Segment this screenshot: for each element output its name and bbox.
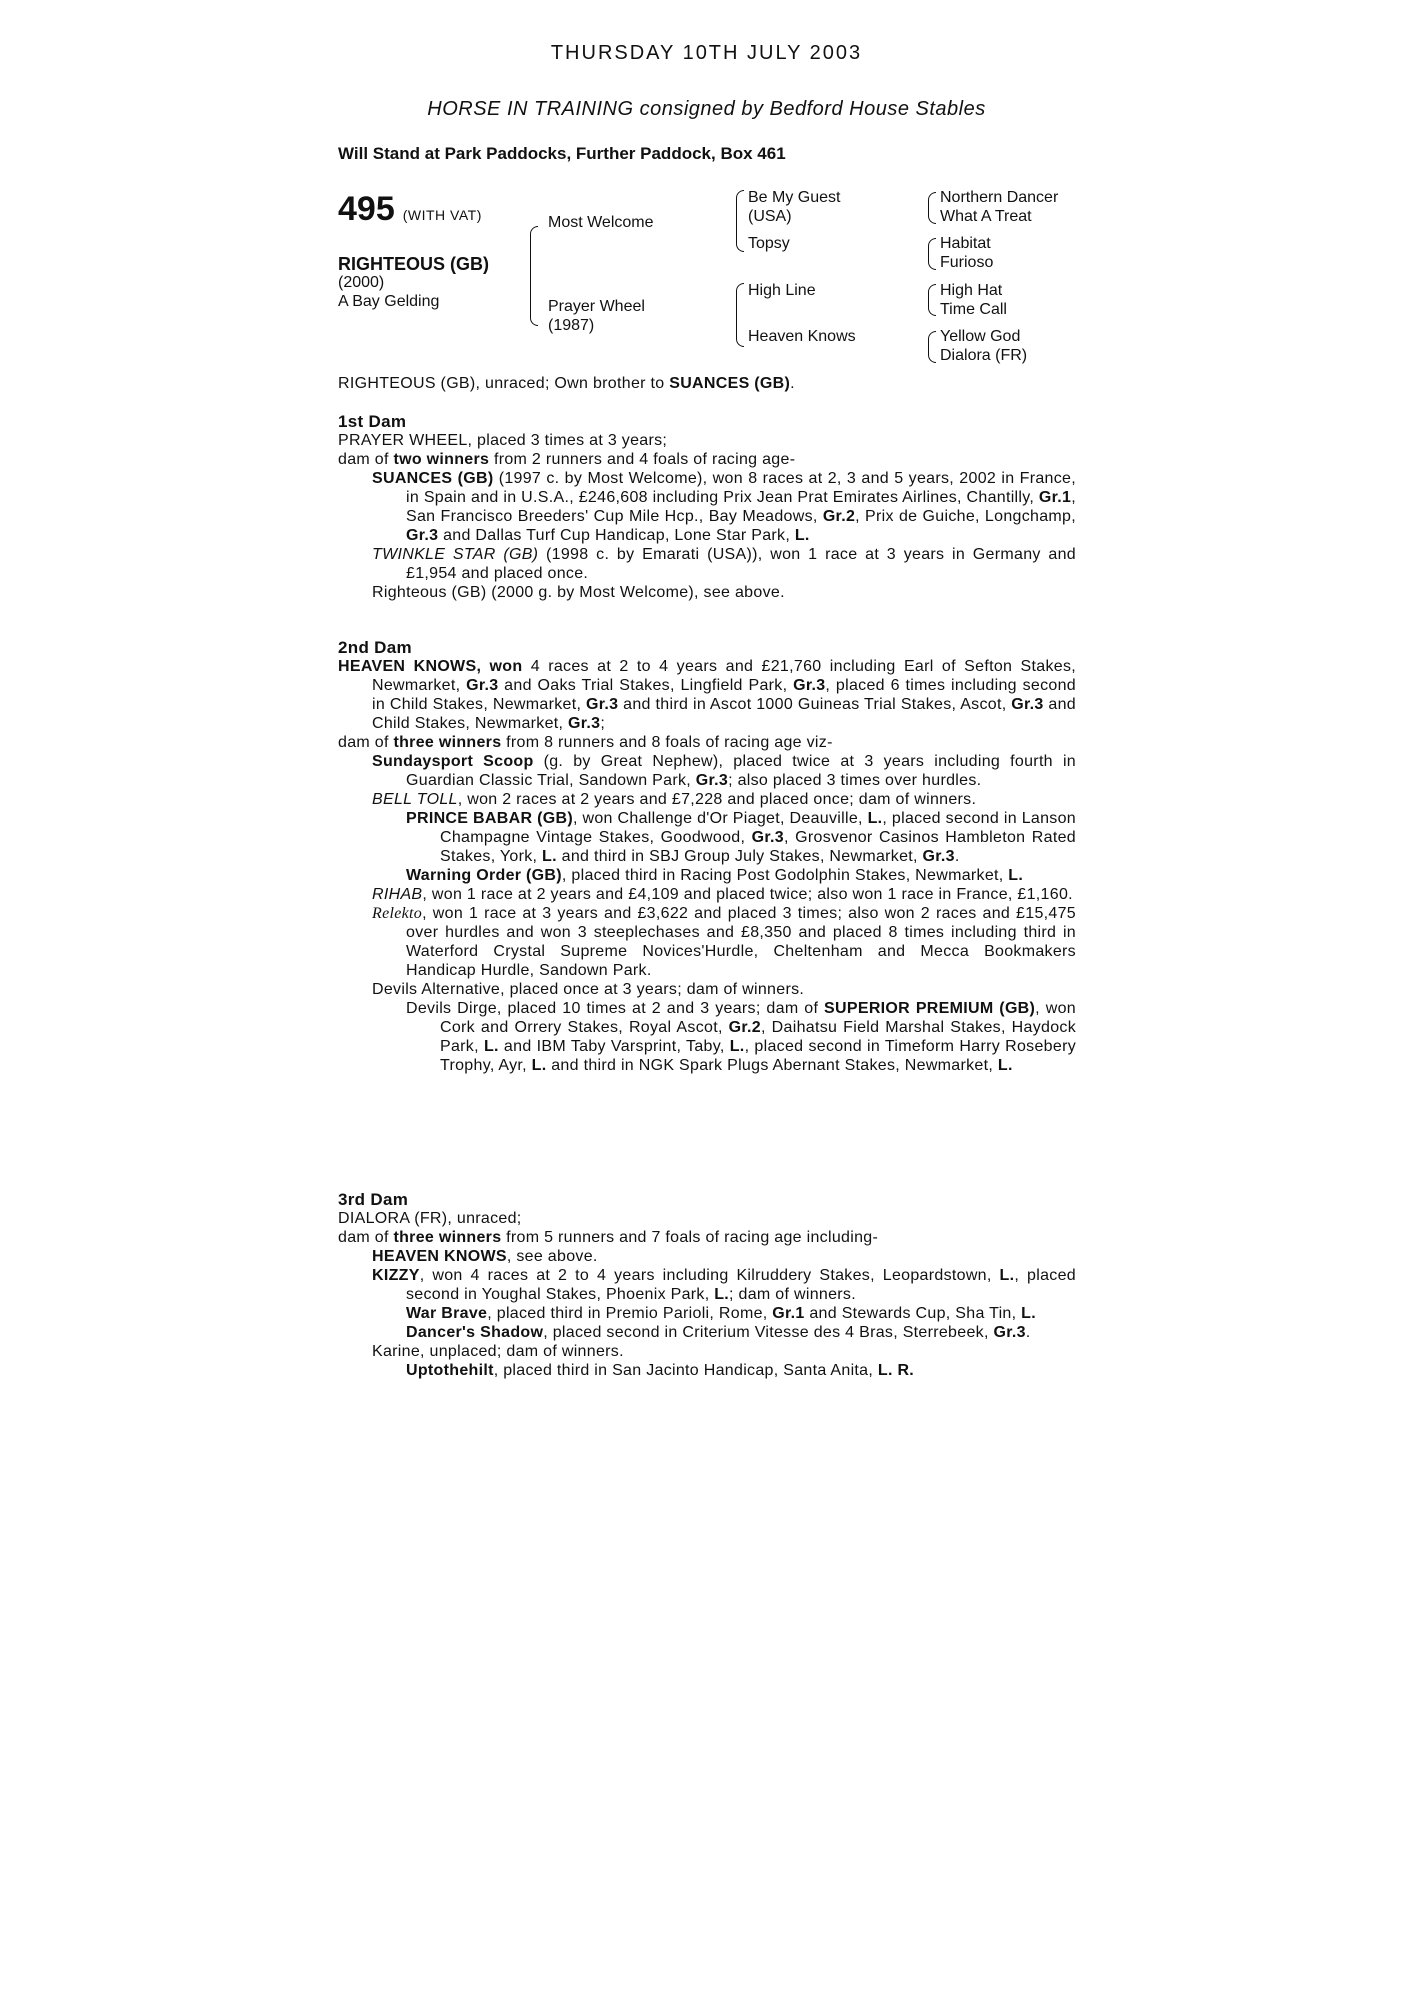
text: (1997 c. by Most Welcome), won 8 races at 2, 3 and 5 years, 2002 in France, in Spain and in U.S.A., £246,608 including Prix Jean Prat Emirates Airlines, Chantilly, [406, 470, 1077, 506]
text: and third in NGK Spark Plugs Abernant Stakes, Newmarket, [546, 1057, 998, 1074]
first-dam-section [338, 394, 1076, 602]
text: and Stewards Cup, Sha Tin, [804, 1305, 1022, 1322]
produce-name: Dancer's Shadow [406, 1324, 544, 1341]
entry-text [372, 904, 1076, 980]
pedigree-brace-main [530, 226, 538, 326]
text: from 8 runners and 8 foals of racing age viz- [501, 734, 833, 751]
grade: L. [483, 1038, 499, 1055]
horse-year: (2000) [338, 274, 385, 291]
produce-entry-devils-dirge [338, 999, 1076, 1075]
intro-bold: SUANCES (GB) [669, 375, 791, 392]
grade: Gr.3 [922, 848, 955, 865]
produce-name: BELL TOLL [372, 791, 458, 808]
entry-text [372, 469, 1076, 545]
lot-header [338, 190, 482, 229]
text: dam of [338, 734, 394, 751]
grade: Gr.3 [586, 696, 619, 713]
lot-number: 495 [338, 190, 395, 228]
text: dam of [338, 1229, 394, 1246]
dam-name: HEAVEN KNOWS [338, 658, 477, 675]
text: , San Francisco Breeders' Cup Mile Hcp., Bay Meadows, [406, 489, 1076, 525]
stand-location: Will Stand at Park Paddocks, Further Paddock, Box 461 [338, 144, 786, 163]
produce-name: PRINCE BABAR (GB) [406, 810, 573, 827]
second-dam-produce-summary [338, 733, 1076, 752]
grade: L. [714, 1286, 730, 1303]
text: , see above. [506, 1248, 598, 1265]
produce-name: Relekto [372, 905, 423, 922]
produce-entry-relekto [338, 904, 1076, 980]
sire-dam: Topsy [748, 235, 790, 252]
sire-name: Most Welcome [548, 214, 654, 231]
text: , won 4 races at 2 to 4 years including Kilruddery Stakes, Leopardstown, [419, 1267, 1000, 1284]
grade: L. [729, 1038, 745, 1055]
grade: Gr.3 [568, 715, 601, 732]
grade: L. [999, 1267, 1015, 1284]
dam-sire-dam: Time Call [940, 301, 1007, 318]
sire-dam-sire: Habitat [940, 235, 991, 252]
dam-name: Prayer Wheel [548, 298, 645, 315]
text: , placed second in Timeform Harry Rosebery Trophy, Ayr, [440, 1038, 1076, 1074]
entry-text [406, 1323, 1076, 1342]
third-dam-section [338, 1172, 1076, 1380]
sale-date: THURSDAY 10TH JULY 2003 [550, 42, 863, 64]
grade: L. [542, 848, 557, 865]
text: and third in Ascot 1000 Guineas Trial Stakes, Ascot, [618, 696, 1012, 713]
text: and IBM Taby Varsprint, Taby, [498, 1038, 730, 1055]
text: and Dallas Turf Cup Handicap, Lone Star Park, [438, 527, 795, 544]
grade: Gr.1 [1038, 489, 1072, 506]
pedigree-brace-gen3-1 [928, 192, 936, 224]
grade: L. [997, 1057, 1013, 1074]
entry-text [372, 752, 1076, 790]
produce-entry-righteous: Righteous (GB) (2000 g. by Most Welcome), see above. [372, 584, 785, 601]
produce-entry-suances [338, 469, 1076, 545]
pedigree-brace-dam [736, 283, 744, 347]
text: (g. by Great Nephew), placed twice at 3 years including fourth in Guardian Classic Trial, Sandown Park, [406, 753, 1076, 789]
sire-dam-dam: Furioso [940, 254, 994, 271]
dam-dam: Heaven Knows [748, 328, 856, 345]
bold-text: two winners [393, 451, 490, 468]
grade: Gr.2 [728, 1019, 761, 1036]
sire-sire-dam: What A Treat [940, 208, 1032, 225]
text: , won 1 race at 2 years and £4,109 and placed twice; also won 1 race in France, £1,160. [422, 886, 1073, 903]
grade: L. [1021, 1305, 1036, 1322]
grade: L. [794, 527, 810, 544]
text: . [1025, 1324, 1031, 1341]
text: , won Cork and Orrery Stakes, Royal Ascot, [440, 1000, 1076, 1036]
horse-name: RIGHTEOUS (GB) [338, 254, 489, 274]
text: Devils Dirge, placed 10 times at 2 and 3 years; dam of [406, 1000, 825, 1017]
grade: Gr.3 [993, 1324, 1026, 1341]
dam-sire-sire: High Hat [940, 282, 1003, 299]
dam-sire: High Line [748, 282, 816, 299]
text: , placed second in Youghal Stakes, Phoenix Park, [406, 1267, 1076, 1303]
vat-note: (WITH VAT) [402, 207, 482, 223]
dam-dam-sire: Yellow God [940, 328, 1021, 345]
sire-sire-suffix: (USA) [748, 208, 792, 225]
text: 4 races at 2 to 4 years and £21,760 including Earl of Sefton Stakes, Newmarket, [372, 658, 1076, 694]
bold-text: , won [476, 658, 523, 675]
produce-entry-warning-order [338, 866, 1076, 885]
grade: Gr.3 [695, 772, 729, 789]
heaven-knows-entry [338, 657, 1076, 733]
first-dam-line: PRAYER WHEEL, placed 3 times at 3 years; [338, 432, 668, 449]
produce-name: HEAVEN KNOWS [372, 1248, 507, 1265]
entry-text [406, 809, 1076, 866]
text: , placed 6 times including second in Child Stakes, Newmarket, [372, 677, 1076, 713]
text: , won 1 race at 3 years and £3,622 and placed 3 times; also won 2 races and £15,475 over hurdles and won 3 steeplechases and £8,350 and placed 8 times including third in Waterford Crystal Supreme Novices'Hurdle, Cheltenham and Mecca Bookmakers Handicap Hurdle, Sandown Park. [406, 905, 1076, 979]
produce-entry-rihab [338, 885, 1076, 904]
text: , Daihatsu Field Marshal Stakes, Haydock Park, [440, 1019, 1077, 1055]
entry-text [406, 1304, 1076, 1323]
grade: Gr.3 [751, 829, 784, 846]
text: from 5 runners and 7 foals of racing age including- [501, 1229, 879, 1246]
produce-name: KIZZY [372, 1267, 420, 1284]
pedigree-brace-gen3-3 [928, 284, 936, 316]
text: (1998 c. by Emarati (USA)), won 1 race at 3 years in Germany and £1,954 and placed once. [406, 546, 1077, 582]
third-dam-produce-summary [338, 1228, 1076, 1247]
dam-year: (1987) [548, 317, 595, 334]
text: ; [600, 715, 606, 732]
produce-entry-kizzy [338, 1266, 1076, 1304]
sire-sire: Be My Guest [748, 189, 841, 206]
produce-entry-heaven-knows [338, 1247, 1076, 1266]
second-dam-section [338, 620, 1076, 1075]
text: . [954, 848, 960, 865]
text: , Grosvenor Casinos Hambleton Rated Stakes, York, [440, 829, 1076, 865]
produce-name: SUANCES (GB) [372, 470, 494, 487]
grade: Gr.3 [1011, 696, 1044, 713]
produce-entry-uptothehilt [338, 1361, 1076, 1380]
second-dam-heading: 2nd Dam [338, 638, 412, 657]
text: ; also placed 3 times over hurdles. [728, 772, 982, 789]
text: and Oaks Trial Stakes, Lingfield Park, [498, 677, 794, 694]
intro-text: RIGHTEOUS (GB), unraced; Own brother to [338, 375, 670, 392]
produce-entry-prince-babar [338, 809, 1076, 866]
grade: Gr.3 [466, 677, 499, 694]
produce-entry-war-brave [338, 1304, 1076, 1323]
entry-text [372, 885, 1076, 904]
bold-text: three winners [393, 1229, 502, 1246]
grade: L. [1008, 867, 1024, 884]
consignment-subtitle: HORSE IN TRAINING consigned by Bedford House Stables [427, 98, 986, 120]
produce-entry-dancers-shadow [338, 1323, 1076, 1342]
pedigree-brace-gen3-4 [928, 331, 936, 363]
text: dam of [338, 451, 394, 468]
intro-end: . [790, 375, 795, 392]
grade: Gr.3 [793, 677, 826, 694]
text: , placed second in Criterium Vitesse des 4 Bras, Sterrebeek, [543, 1324, 994, 1341]
text: , won 2 races at 2 years and £7,228 and placed once; dam of winners. [457, 791, 977, 808]
third-dam-heading: 3rd Dam [338, 1190, 409, 1209]
produce-name: TWINKLE STAR (GB) [372, 546, 539, 563]
entry-text [406, 999, 1076, 1075]
text: , placed third in Premio Parioli, Rome, [487, 1305, 773, 1322]
text: ; dam of winners. [729, 1286, 856, 1303]
produce-name: Sundaysport Scoop [372, 753, 534, 770]
dam-dam-dam: Dialora (FR) [940, 347, 1028, 364]
text: , won Challenge d'Or Piaget, Deauville, [572, 810, 868, 827]
grade: L. [867, 810, 883, 827]
produce-name: RIHAB [372, 886, 423, 903]
produce-name: SUPERIOR PREMIUM (GB) [824, 1000, 1036, 1017]
text: , Prix de Guiche, Longchamp, [855, 508, 1076, 525]
entry-text [406, 866, 1076, 885]
produce-entry-bell-toll [338, 790, 1076, 809]
produce-name: Warning Order (GB) [406, 867, 562, 884]
produce-name: Uptothehilt [406, 1362, 494, 1379]
horse-description: A Bay Gelding [338, 293, 440, 310]
produce-entry-sundaysport-scoop [338, 752, 1076, 790]
grade: L. [531, 1057, 547, 1074]
sire-sire-sire: Northern Dancer [940, 189, 1059, 206]
text: , placed second in Lanson Champagne Vintage Stakes, Goodwood, [440, 810, 1076, 846]
pedigree-brace-sire [736, 190, 744, 252]
grade: Gr.1 [772, 1305, 805, 1322]
first-dam-produce-summary [338, 450, 1076, 469]
pedigree-brace-gen3-2 [928, 238, 936, 270]
bold-text: three winners [393, 734, 502, 751]
entry-text [372, 545, 1076, 583]
text: and third in SBJ Group July Stakes, Newmarket, [556, 848, 923, 865]
grade: L. R. [877, 1362, 915, 1379]
produce-name: War Brave [406, 1305, 488, 1322]
third-dam-line: DIALORA (FR), unraced; [338, 1210, 522, 1227]
grade: Gr.2 [822, 508, 856, 525]
text: , placed third in Racing Post Godolphin Stakes, Newmarket, [561, 867, 1009, 884]
entry-text [372, 1266, 1076, 1304]
produce-entry-devils-alternative: Devils Alternative, placed once at 3 years; dam of winners. [372, 981, 805, 998]
produce-entry-twinkle-star [338, 545, 1076, 583]
first-dam-heading: 1st Dam [338, 412, 407, 431]
produce-entry-karine: Karine, unplaced; dam of winners. [372, 1343, 624, 1360]
text: and Child Stakes, Newmarket, [372, 696, 1076, 732]
text: , placed third in San Jacinto Handicap, Santa Anita, [493, 1362, 878, 1379]
grade: Gr.3 [406, 527, 439, 544]
text: from 2 runners and 4 foals of racing age- [489, 451, 796, 468]
intro-line [338, 374, 1076, 393]
